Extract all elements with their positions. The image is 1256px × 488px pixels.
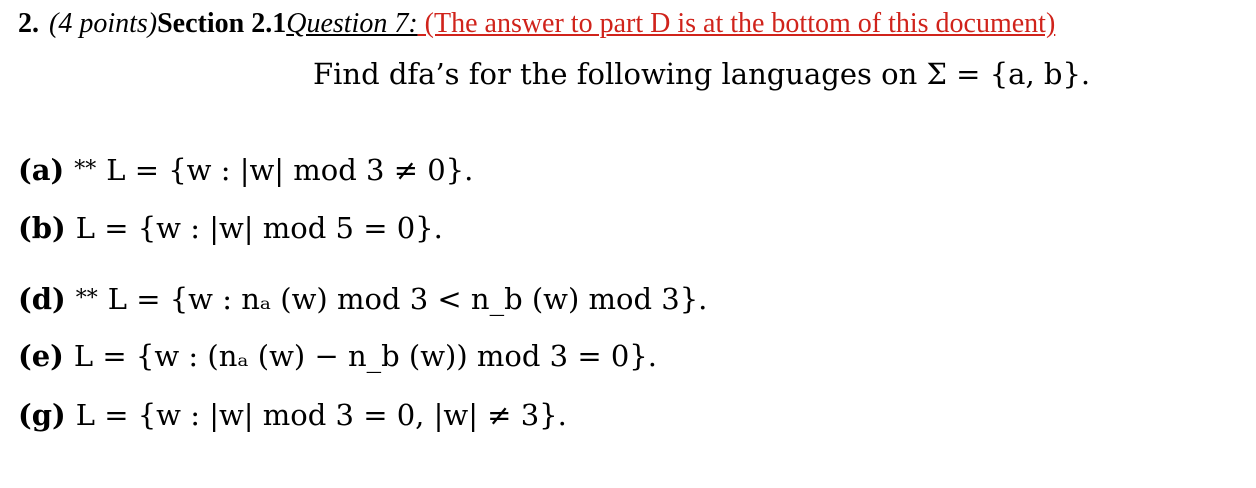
list-item-d	[18, 277, 707, 325]
difficulty-stars: **	[75, 286, 98, 311]
intro-text: Find dfa’s for the following languages on Σ = {a, b}.	[313, 57, 1091, 91]
item-expression: L = {w : |w| mod 3 ≠ 0}.	[106, 153, 474, 187]
list-item-b	[18, 206, 443, 250]
item-label: (e)	[18, 339, 64, 373]
item-label: (d)	[18, 282, 66, 316]
answer-note: (The answer to part D is at the bottom of this document)	[417, 8, 1056, 39]
section-label: Section 2.1	[157, 8, 287, 39]
list-item-g	[18, 393, 567, 437]
item-expression: L = {w : |w| mod 3 = 0, |w| ≠ 3}.	[75, 398, 567, 432]
item-expression: L = {w : |w| mod 5 = 0}.	[75, 211, 443, 245]
list-item-e	[18, 334, 657, 378]
item-label: (b)	[18, 211, 66, 245]
question-header	[18, 6, 1055, 42]
question-label: Question 7:	[286, 8, 418, 39]
difficulty-stars: **	[74, 157, 97, 182]
item-label: (a)	[18, 153, 65, 187]
item-label: (g)	[18, 398, 66, 432]
item-expression: L = {w : nₐ (w) mod 3 < n_b (w) mod 3}.	[107, 282, 708, 316]
list-item-a	[18, 148, 473, 196]
points-label: (4 points)	[49, 8, 158, 39]
item-expression: L = {w : (nₐ (w) − n_b (w)) mod 3 = 0}.	[73, 339, 657, 373]
question-number: 2.	[18, 8, 39, 39]
